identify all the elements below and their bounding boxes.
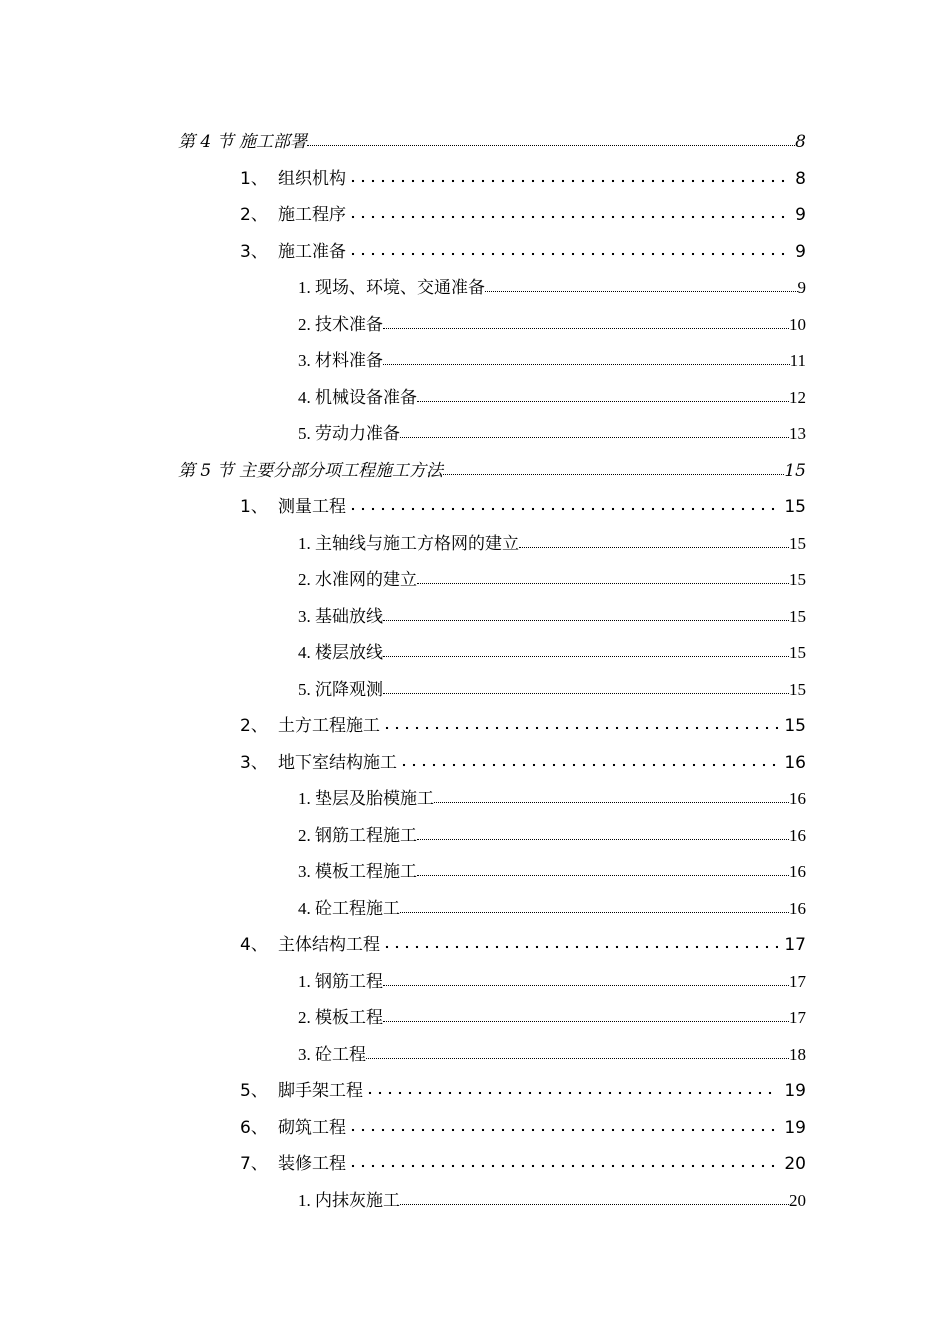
toc-entry-page: 20: [789, 1191, 806, 1210]
toc-entry-title: 2. 钢筋工程施工: [298, 826, 417, 845]
toc-entry[interactable]: [298, 1035, 806, 1065]
leader-dots: [365, 1091, 778, 1095]
leader-dots: [383, 328, 789, 329]
toc-entry-title: 4. 砼工程施工: [298, 899, 400, 918]
leader-dots: [348, 1128, 778, 1132]
leader-dots: [417, 401, 789, 402]
toc-entry[interactable]: [298, 560, 806, 590]
leader-dots: [485, 291, 798, 292]
toc-entry-page: 17: [789, 1008, 806, 1027]
leader-dots: [348, 215, 789, 219]
leader-dots: [383, 620, 789, 621]
leader-dots: [383, 656, 789, 657]
toc-entry[interactable]: [178, 122, 806, 152]
toc-entry-title: 装修工程: [278, 1154, 346, 1174]
toc-entry-title: 1. 垫层及胎模施工: [298, 789, 434, 808]
toc-entry-page: 8: [795, 132, 806, 152]
toc-entry-title: 2. 模板工程: [298, 1008, 383, 1027]
toc-entry-page: 17: [784, 935, 806, 955]
toc-entry[interactable]: [298, 889, 806, 919]
leader-dots: [400, 1204, 789, 1205]
toc-entry-page: 15: [784, 497, 806, 517]
leader-dots: [383, 693, 789, 694]
toc-entry-title: 组织机构: [278, 169, 346, 189]
toc-entry-title: 1. 内抹灰施工: [298, 1191, 400, 1210]
toc-entry-number: 3、: [240, 753, 268, 773]
toc-entry-page: 18: [789, 1045, 806, 1064]
toc-entry[interactable]: [240, 1108, 806, 1138]
toc-entry[interactable]: [240, 1071, 806, 1101]
toc-entry-page: 15: [789, 607, 806, 626]
toc-entry-page: 15: [789, 570, 806, 589]
toc-entry[interactable]: [240, 487, 806, 517]
leader-dots: [399, 763, 778, 767]
toc-entry[interactable]: [298, 962, 806, 992]
toc-entry[interactable]: [298, 1181, 806, 1211]
toc-entry-page: 20: [784, 1154, 806, 1174]
toc-entry-page: 8: [795, 169, 806, 189]
toc-entry-title: 2. 技术准备: [298, 315, 383, 334]
toc-entry-page: 16: [789, 899, 806, 918]
toc-entry-number: 1、: [240, 497, 268, 517]
toc-entry-page: 9: [797, 278, 806, 297]
toc-entry[interactable]: [240, 159, 806, 189]
leader-dots: [348, 1164, 778, 1168]
leader-dots: [348, 507, 778, 511]
toc-entry-page: 15: [784, 716, 806, 736]
toc-entry-page: 10: [789, 315, 806, 334]
toc-entry[interactable]: [298, 852, 806, 882]
toc-entry-page: 15: [784, 461, 806, 481]
toc-entry-title: 2. 水准网的建立: [298, 570, 417, 589]
toc-entry-page: 9: [795, 242, 806, 262]
toc-entry-page: 19: [784, 1118, 806, 1138]
toc-entry[interactable]: [298, 633, 806, 663]
toc-entry[interactable]: [240, 706, 806, 736]
toc-entry[interactable]: [298, 597, 806, 627]
toc-entry-title: 4. 楼层放线: [298, 643, 383, 662]
toc-entry-page: 15: [789, 534, 806, 553]
toc-entry[interactable]: [178, 451, 806, 481]
leader-dots: [383, 985, 789, 986]
leader-dots: [383, 1021, 789, 1022]
toc-entry-title: 施工准备: [278, 242, 346, 262]
toc-entry-number: 4、: [240, 935, 268, 955]
toc-entry-page: 13: [789, 424, 806, 443]
toc-entry-page: 16: [789, 862, 806, 881]
toc-entry-title: 土方工程施工: [278, 716, 380, 736]
toc-entry-title: 地下室结构施工: [278, 753, 397, 773]
leader-dots: [400, 437, 789, 438]
leader-dots: [443, 474, 784, 475]
toc-entry-number: 2、: [240, 716, 268, 736]
leader-dots: [307, 145, 795, 146]
leader-dots: [382, 945, 778, 949]
toc-entry[interactable]: [240, 232, 806, 262]
toc-entry-number: 6、: [240, 1118, 268, 1138]
toc-entry[interactable]: [298, 378, 806, 408]
leader-dots: [417, 839, 789, 840]
toc-entry-title: 1. 钢筋工程: [298, 972, 383, 991]
leader-dots: [382, 726, 778, 730]
toc-entry-title: 主体结构工程: [278, 935, 380, 955]
leader-dots: [417, 875, 789, 876]
toc-entry-page: 17: [789, 972, 806, 991]
leader-dots: [417, 583, 789, 584]
toc-entry-title: 3. 砼工程: [298, 1045, 366, 1064]
toc-entry-title: 第 4 节 施工部署: [178, 132, 308, 152]
toc-entry-title: 施工程序: [278, 205, 346, 225]
toc-entry[interactable]: [240, 925, 806, 955]
toc-entry-title: 4. 机械设备准备: [298, 388, 417, 407]
toc-entry-title: 砌筑工程: [278, 1118, 346, 1138]
toc-entry-page: 11: [789, 351, 806, 370]
leader-dots: [348, 252, 789, 256]
toc-entry-title: 1. 主轴线与施工方格网的建立: [298, 534, 519, 553]
toc-entry[interactable]: [240, 195, 806, 225]
toc-entry[interactable]: [240, 743, 806, 773]
toc-entry-title: 5. 劳动力准备: [298, 424, 400, 443]
toc-entry-title: 脚手架工程: [278, 1081, 363, 1101]
toc-entry-title: 3. 基础放线: [298, 607, 383, 626]
toc-entry-page: 9: [795, 205, 806, 225]
toc-entry-page: 15: [789, 643, 806, 662]
toc-entry-number: 7、: [240, 1154, 268, 1174]
toc-entry-number: 2、: [240, 205, 268, 225]
toc-entry-title: 测量工程: [278, 497, 346, 517]
toc-entry-page: 19: [784, 1081, 806, 1101]
toc-entry[interactable]: [298, 305, 806, 335]
toc-entry[interactable]: [298, 779, 806, 809]
toc-entry[interactable]: [298, 341, 806, 371]
toc-entry-page: 16: [784, 753, 806, 773]
toc-entry[interactable]: [298, 998, 806, 1028]
leader-dots: [366, 1058, 789, 1059]
leader-dots: [400, 912, 789, 913]
toc-entry[interactable]: [298, 414, 806, 444]
toc-entry-number: 1、: [240, 169, 268, 189]
leader-dots: [348, 179, 789, 183]
toc-entry-title: 3. 材料准备: [298, 351, 383, 370]
toc-entry-number: 5、: [240, 1081, 268, 1101]
toc-entry-page: 16: [789, 826, 806, 845]
toc-entry[interactable]: [298, 524, 806, 554]
toc-entry-title: 第 5 节 主要分部分项工程施工方法: [178, 461, 444, 481]
toc-entry[interactable]: [298, 816, 806, 846]
toc-entry-page: 16: [789, 789, 806, 808]
leader-dots: [383, 364, 790, 365]
leader-dots: [519, 547, 789, 548]
toc-entry-title: 1. 现场、环境、交通准备: [298, 278, 485, 297]
toc-entry[interactable]: [298, 670, 806, 700]
toc-entry-number: 3、: [240, 242, 268, 262]
toc-entry-page: 12: [789, 388, 806, 407]
toc-entry-title: 5. 沉降观测: [298, 680, 383, 699]
toc-entry[interactable]: [298, 268, 806, 298]
leader-dots: [434, 802, 789, 803]
toc-entry-title: 3. 模板工程施工: [298, 862, 417, 881]
toc-entry-page: 15: [789, 680, 806, 699]
toc-entry[interactable]: [240, 1144, 806, 1174]
